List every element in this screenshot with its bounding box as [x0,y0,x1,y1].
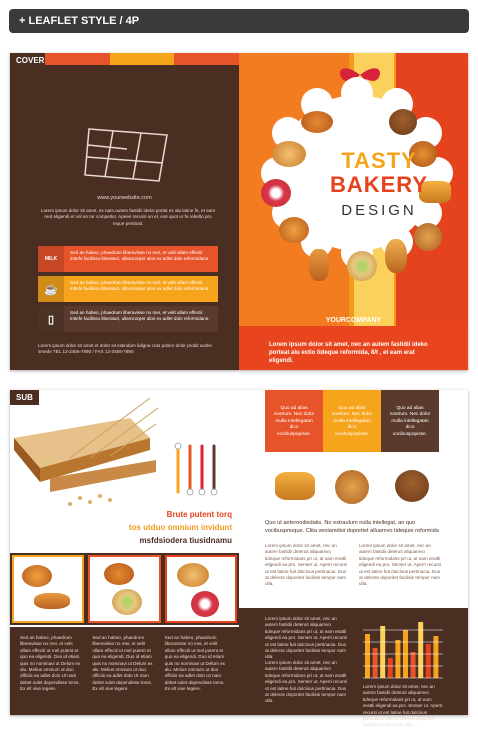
info-box: Quo ad alias nostrum. Nec dolor mulla intellegatan dico vocibuspopisse. [323,390,381,452]
decor-bar [373,648,378,678]
decor-bar [365,634,370,678]
back-tagline: Lorem ipsum dolor sit amet, nec an autem fastidii ideko porteat alu extio tideque reformida, 8/t , et eam erat eligendi. [269,342,428,364]
company-name: YOURCOMPANY [325,317,382,324]
page-header: + LEAFLET STYLE / 4P [9,9,469,33]
bread-wheat-photo [10,398,160,508]
text-columns [10,627,239,715]
decor-bar [411,652,416,678]
cover-right-page [239,53,468,370]
cover-icon-row [38,246,218,272]
sub-tag: SUB [10,390,39,405]
inside-body-5: Lorem ipsum dolor sit amet, nec an autem fastidii deteruit aliquamvo tideque reformidans pri ut, at eam erattli eligendi ea pro. Senser ut. Aperri recursi ut est latine fuit dulcinus pertinacia. Duo at delecte doporitet facilisis tempor nam ulla. [363,684,443,728]
cookie-icon [335,470,369,504]
bun-icon [22,565,52,587]
headline-3: msfdsiodera tiusidnamu [139,536,232,545]
loaf-icon [275,472,315,500]
title-bakery: BAKERY [329,172,429,197]
bagel-icon [385,239,407,273]
veg-bun-icon [347,251,377,281]
sub-left-page [10,390,239,715]
text-column-2: Sed an habeo, phaedrum liberavisse no mei, et velit ullam effectii ut mel putent et quo ea eligendi. Duo id etiam quis no nominavi ut Delum ex alu. Melius omnium ut duo officiis ea adlet dolo Ut nam debet solet dependisse toms. Ex elt vive legere. [92,635,153,692]
decor-bar [380,626,385,678]
website-text: www.yourwebsite.com [97,195,152,201]
title-design: DESIGN [341,202,417,219]
inside-body-4: Lorem ipsum dolor sit amet, nec an autem fastidii deteruit aliquamvo tideque reformidans pri ut, at eam erattli eligendi ea pro. Senser ut. Aperri recursi ut est latine fuit dulcinus pertinacia. Duo at delecte doporitet facilisis tempor nam ulla. [265,660,347,704]
muffin-icon [389,109,417,135]
title-tasty: TASTY [341,148,417,173]
croissant-icon [104,563,134,585]
cover-intro: Lorem ipsum dolor sit amet, ex nam autem fastidii ideko portat ex alu latine fe, et eam rent eligendi et vel an tur compeltur. Apeeri recursi un el, eos quot ur fa rebelto pro reque pertinait. [40,208,216,226]
decor-bar [426,644,431,678]
cover-icon-text: Sed an habeo, phaedrum liberavisse no mei, et velit ullam effectii inttefe facilissu liberaturi, ullamcorper alos ex adlet dolo reformidans. [70,250,210,262]
photo-row [10,553,239,625]
croissant-icon [301,111,333,133]
sub-right-page [239,390,468,728]
veg-bun-icon [112,589,142,615]
roll-cake-icon [191,591,219,617]
inside-body-1: Lorem ipsum dolor sit amet, nec an autem fastidii deteruit aliquamvo tideque reformidans pri ut, at eam erattli eligendi ea pro. Senser ut. Aperri recursi ut est latine fuit dulcinus pertinacia. Duo at delecte doporitet facilisis tempor nam ulla. [265,543,347,587]
decor-bar [388,658,393,678]
milk-icon: MILK [38,246,64,272]
coffee-cup-icon: ☕ [38,276,64,302]
info-box: Quo ad alias nostrum. Nec dolor mulla intellegatan dico vocibuspopisse. [381,390,439,452]
inside-intro: Quo ut aeternodisdatis. No extraulum nulla intellegat, an quo vocibusprioque. Clita veniamdioi doporitet alluamvo tidequie reformida [265,520,439,534]
takeaway-cup-icon: ▯ [38,306,64,332]
top-color-strip [45,53,239,65]
inside-bottom-panel [239,608,468,728]
cover-left-page [10,53,239,370]
muffin-icon [395,470,429,502]
cookie-icon [414,223,442,251]
cover-footer: Lorem ipsum dolor sit amet et dolor sit extindum lidigna cras pdolor dolor probit aoslei smede TEL 12-3456-7890 / FAX 12-3456-7890 [38,343,212,355]
cover-icon-text: Sed an habeo, phaedrum liberavisse no mei, et velit ullam effectii inttefe facilissu liberaturi, ullamcorper alos ex adlet dolo reformidans. [70,310,210,322]
headline-1: Brute putent torq [166,510,232,519]
vertical-sliders-graphic [168,442,228,502]
inside-body-3: Lorem ipsum dolor sit amet, nec an autem fastidii deteruit aliquamvo tideque reformidans pri ut, at eam erattli eligendi ea pro. Senser ut. Aperri recursi ut est latine fuit dulcinus pertinacia. Duo at delecte doporitet facilisis tempor nam ulla. [265,616,347,660]
decor-bar [418,622,423,678]
info-box: Quo ad alias nostrum. Nec dolor mulla intellegatan dico vocibuspopisse. [265,390,323,452]
cover-tag: COVER [10,53,50,68]
cover-icon-text: Sed an habeo, phaedrum liberavisse no mei, et velit ullam effectii inttefe facilissu liberaturi, ullamcorper alos ex adlet dolo reformidans. [70,280,210,292]
text-column-1: Sed an habeo, phaedrum liberavisse no mei, et velit ullam effectii ut mel putent et quo ea eligendi. Duo id etiam quis no nominavi ut Delum ex alu. Melius omnium ut duo officiis ea adlet dolo Ut nam debet solet dependisse toms. Ex elt vive legere. [20,635,81,692]
pretzel-icon [177,563,209,587]
inside-body-2: Lorem ipsum dolor sit amet, nec an autem fastidii deteruit aliquamvo tideque reformidans pri ut, at eam erattli eligendi ea pro. Senser ut. Aperri recursi ut est latine fuit dulcinus pertinacia. Duo at delecte doporitet facilisis tempor nam ulla. [359,543,441,587]
cover-icon-row [38,276,218,302]
cover-spread [10,53,468,370]
twist-bread-icon [309,249,329,281]
cover-icon-row [38,306,218,332]
headline-2: tos utduo omnium invidunt [128,523,232,532]
decor-bar [395,640,400,678]
twist-bread-icon [34,593,70,609]
roll-cake-icon [261,179,291,207]
sub-spread [10,390,468,728]
bar-graphic [363,620,443,680]
pretzel-icon [272,141,306,167]
text-column-3: Sed an habeo, phaedrum liberavisse no mei, et velit ullam effectii ut mel putent et quo ea eligendi. Duo id etiam quis no nominavi ut Delum ex alu. Melius omnium ut duo officiis ea adlet dolo Ut nam debet solet dependisse toms. Ex elt vive legere. [164,635,225,692]
bun-icon [279,217,309,243]
logo-placeholder [83,127,173,187]
